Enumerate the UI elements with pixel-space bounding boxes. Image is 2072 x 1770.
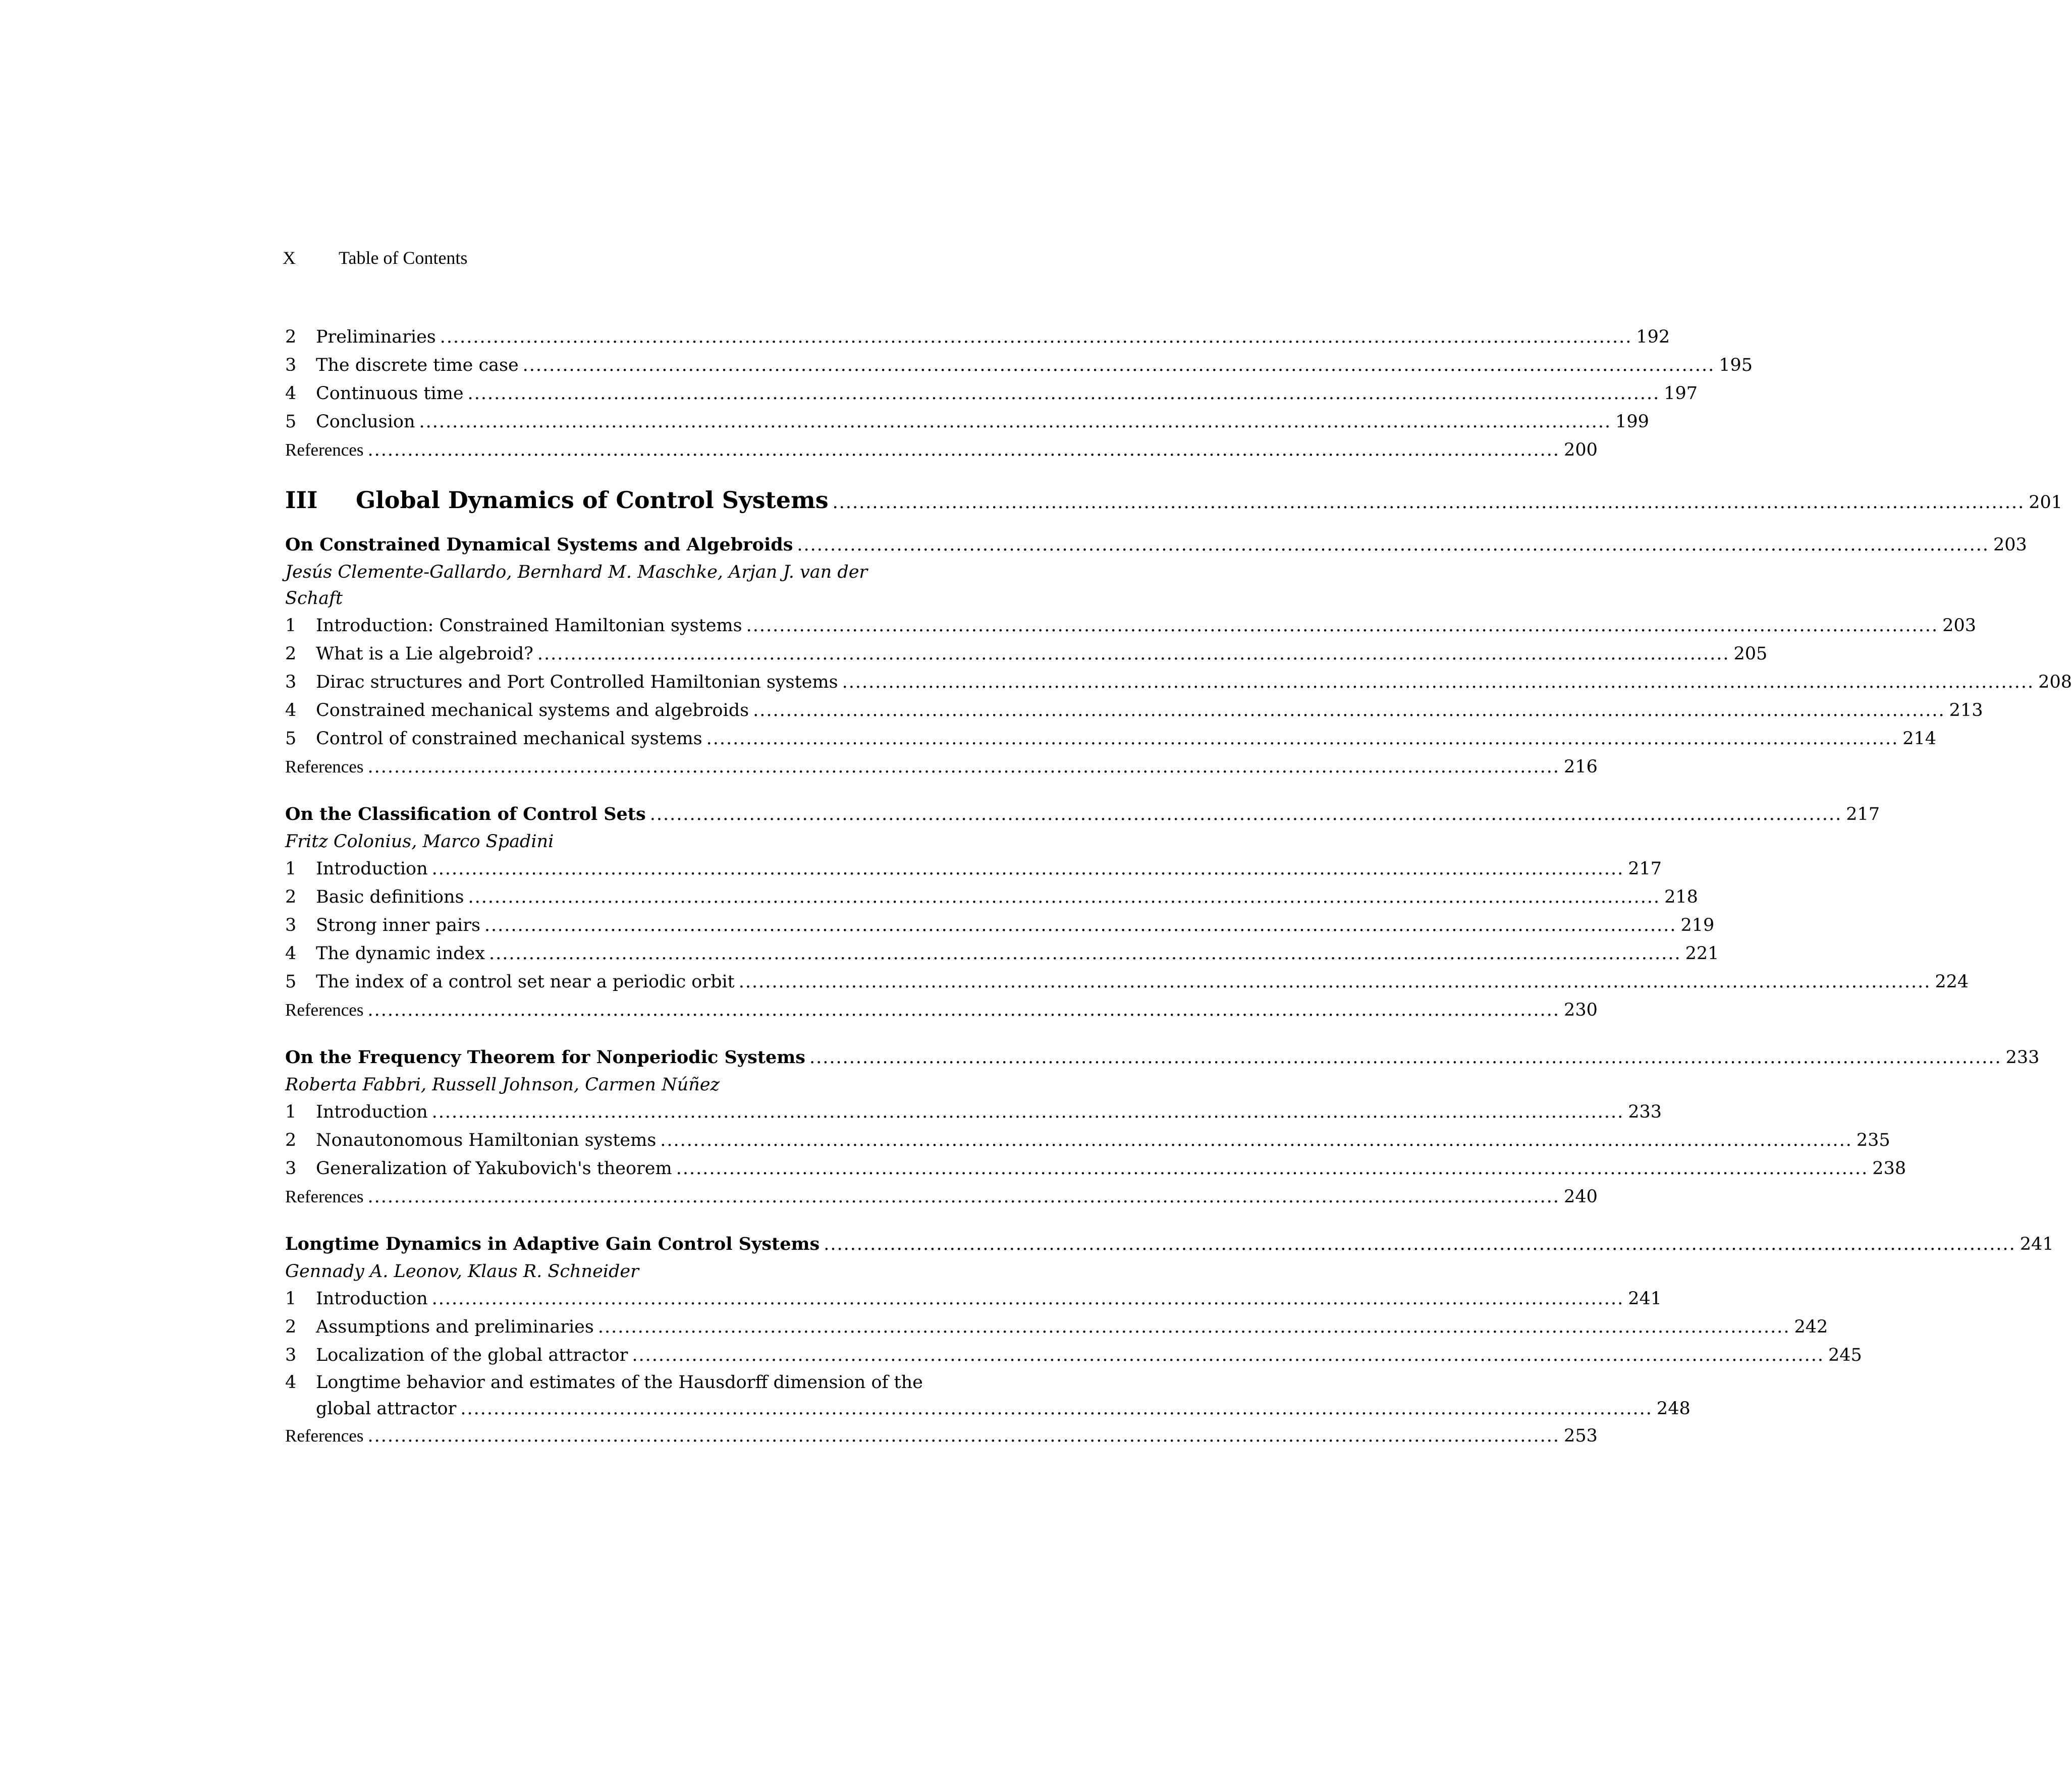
page-number: 203 — [1993, 535, 2027, 555]
dot-leader: .................................................................................................................................................................................... — [367, 1426, 1560, 1446]
chapter-entry — [285, 800, 1969, 1024]
toc-entry[interactable] — [285, 696, 1983, 725]
section-title-line1: Longtime behavior and estimates of the Hausdorff dimension of the — [316, 1372, 923, 1393]
toc-references[interactable] — [285, 436, 1598, 464]
page-number: 200 — [1564, 440, 1598, 460]
toc-entry[interactable] — [285, 351, 1753, 379]
toc-references[interactable] — [285, 996, 1598, 1024]
page-number: 195 — [1719, 355, 1753, 375]
section-number: 1 — [285, 1102, 297, 1122]
dot-leader: .................................................................................................................................................................................... — [468, 887, 1661, 907]
toc-entry[interactable] — [285, 408, 1649, 436]
section-title: Nonautonomous Hamiltonian systems — [316, 1130, 657, 1150]
dot-leader: .................................................................................................................................................................................... — [676, 1158, 1869, 1179]
section-number: 2 — [285, 644, 297, 664]
page-number: 241 — [2020, 1234, 2054, 1254]
section-number: 1 — [285, 859, 297, 879]
toc-entry[interactable] — [285, 855, 1662, 883]
section-title: Conclusion — [316, 412, 415, 432]
section-title: Introduction — [316, 1289, 428, 1309]
chapter-title-line[interactable] — [285, 800, 1880, 828]
page-number: 248 — [1656, 1399, 1691, 1419]
page-number: 253 — [1564, 1426, 1598, 1446]
section-title: Introduction — [316, 1102, 428, 1122]
toc-entry[interactable] — [285, 883, 1698, 911]
toc-entry[interactable] — [285, 725, 1937, 753]
section-number: 3 — [285, 672, 297, 692]
references-label: References — [285, 1000, 364, 1020]
toc-references[interactable] — [285, 1422, 1598, 1450]
section-number: 4 — [285, 1372, 297, 1393]
page-number: 235 — [1856, 1130, 1890, 1150]
toc-entry[interactable] — [285, 968, 1969, 996]
page-number: 199 — [1615, 412, 1649, 432]
chapter-authors: Gennady A. Leonov, Klaus R. Schneider — [285, 1261, 639, 1282]
section-number: 5 — [285, 972, 297, 992]
section-title: Assumptions and preliminaries — [316, 1317, 594, 1337]
dot-leader: .................................................................................................................................................................................... — [467, 383, 1660, 404]
dot-leader: .................................................................................................................................................................................... — [460, 1399, 1653, 1419]
dot-leader: .................................................................................................................................................................................... — [484, 915, 1677, 935]
section-number: 1 — [285, 616, 297, 636]
section-number: 3 — [285, 915, 297, 935]
dot-leader: .................................................................................................................................................................................... — [522, 355, 1715, 375]
references-label: References — [285, 757, 364, 777]
page-number: 208 — [2038, 672, 2072, 692]
toc-entry[interactable] — [285, 323, 1670, 351]
section-title: Introduction — [316, 859, 428, 879]
dot-leader: .................................................................................................................................................................................... — [797, 535, 1990, 555]
page-number: 224 — [1935, 972, 1969, 992]
section-title: The discrete time case — [316, 355, 519, 375]
page-number: 240 — [1564, 1187, 1598, 1207]
section-title: The index of a control set near a periodic orbit — [316, 972, 735, 992]
dot-leader: .................................................................................................................................................................................... — [632, 1345, 1824, 1365]
toc-entry[interactable] — [285, 379, 1698, 408]
toc-entry[interactable] — [285, 939, 1719, 968]
page-number: 238 — [1872, 1158, 1906, 1179]
chapter-entry — [285, 531, 2072, 781]
chapter-title-line[interactable] — [285, 1043, 2040, 1072]
section-title: The dynamic index — [316, 944, 485, 964]
dot-leader: .................................................................................................................................................................................... — [537, 644, 1730, 664]
section-number: 1 — [285, 1289, 297, 1309]
section-title: Generalization of Yakubovich's theorem — [316, 1158, 672, 1179]
page-number: 241 — [1628, 1289, 1662, 1309]
chapter-title: On the Classification of Control Sets — [285, 804, 646, 824]
references-label: References — [285, 440, 364, 460]
chapter-entry — [285, 1043, 2040, 1211]
section-title: Introduction: Constrained Hamiltonian systems — [316, 616, 742, 636]
page-number: 233 — [2005, 1047, 2040, 1068]
toc-entry[interactable] — [285, 1154, 1906, 1183]
section-title: Constrained mechanical systems and algebroids — [316, 700, 749, 721]
dot-leader: .................................................................................................................................................................................... — [842, 672, 2035, 692]
chapter-authors: Fritz Colonius, Marco Spadini — [285, 832, 554, 852]
dot-leader: .................................................................................................................................................................................... — [597, 1317, 1790, 1337]
chapter-title: Longtime Dynamics in Adaptive Gain Control Systems — [285, 1234, 820, 1254]
references-label: References — [285, 1426, 364, 1446]
prev-chapter-sections — [285, 323, 1753, 464]
chapter-authors: Roberta Fabbri, Russell Johnson, Carmen Núñez — [285, 1075, 720, 1095]
part-heading[interactable] — [285, 486, 2063, 514]
section-number: 3 — [285, 355, 297, 375]
section-title: Continuous time — [316, 383, 464, 404]
dot-leader: .................................................................................................................................................................................... — [706, 729, 1899, 749]
dot-leader: .................................................................................................................................................................................... — [746, 616, 1939, 636]
section-number: 4 — [285, 700, 297, 721]
section-title: Preliminaries — [316, 327, 436, 347]
dot-leader: .................................................................................................................................................................................... — [367, 757, 1560, 777]
references-label: References — [285, 1187, 364, 1206]
table-of-contents — [285, 323, 2072, 1450]
page-number: 219 — [1680, 915, 1715, 935]
section-title: Control of constrained mechanical systems — [316, 729, 702, 749]
section-title-line2: global attractor — [316, 1399, 457, 1419]
chapter-title: On Constrained Dynamical Systems and Algebroids — [285, 534, 793, 555]
page-number: 242 — [1794, 1317, 1828, 1337]
section-title: What is a Lie algebroid? — [316, 644, 533, 664]
chapter-title-line[interactable] — [285, 1230, 2054, 1258]
section-number: 2 — [285, 1130, 297, 1150]
toc-entry[interactable] — [285, 1313, 1828, 1341]
toc-entry[interactable] — [285, 1285, 1662, 1313]
page-number: 197 — [1664, 383, 1698, 404]
dot-leader: .................................................................................................................................................................................... — [738, 972, 1931, 992]
page-number: 216 — [1564, 757, 1598, 777]
section-title: Strong inner pairs — [316, 915, 480, 935]
section-number: 5 — [285, 412, 297, 432]
section-number: 2 — [285, 327, 297, 347]
toc-entry[interactable] — [285, 911, 1715, 939]
page-number: 221 — [1685, 944, 1719, 964]
section-number: 4 — [285, 944, 297, 964]
toc-entry[interactable] — [285, 1341, 1862, 1369]
page-number: 213 — [1949, 700, 1983, 721]
page-number: 230 — [1564, 1000, 1598, 1020]
section-title: Localization of the global attractor — [316, 1345, 628, 1365]
section-number: 5 — [285, 729, 297, 749]
page-number: 192 — [1636, 327, 1670, 347]
toc-entry-wrapped[interactable] — [285, 1369, 1691, 1422]
chapter-title: On the Frequency Theorem for Nonperiodic Systems — [285, 1047, 806, 1068]
toc-entry[interactable] — [285, 640, 1768, 668]
dot-leader: .................................................................................................................................................................................... — [367, 440, 1560, 460]
section-title: Basic definitions — [316, 887, 464, 907]
dot-leader: .................................................................................................................................................................................... — [660, 1130, 1852, 1150]
section-number: 2 — [285, 1317, 297, 1337]
dot-leader: .................................................................................................................................................................................... — [419, 412, 1612, 432]
page-number: 233 — [1628, 1102, 1662, 1122]
page-number: 214 — [1902, 729, 1937, 749]
dot-leader: .................................................................................................................................................................................... — [809, 1047, 2002, 1068]
section-number: 2 — [285, 887, 297, 907]
dot-leader: .................................................................................................................................................................................... — [431, 859, 1624, 879]
dot-leader: .................................................................................................................................................................................... — [440, 327, 1632, 347]
toc-entry[interactable] — [285, 612, 1976, 640]
running-header — [283, 247, 467, 268]
section-number: 3 — [285, 1158, 297, 1179]
dot-leader: .................................................................................................................................................................................... — [832, 492, 2025, 513]
page-number: 217 — [1846, 804, 1880, 824]
dot-leader: .................................................................................................................................................................................... — [649, 804, 1842, 824]
section-title-line2-row — [316, 1396, 1691, 1422]
dot-leader: .................................................................................................................................................................................... — [489, 944, 1681, 964]
running-title: Table of Contents — [339, 248, 468, 268]
page-number-roman: X — [283, 248, 296, 268]
dot-leader: .................................................................................................................................................................................... — [824, 1234, 2016, 1254]
section-number: 3 — [285, 1345, 297, 1365]
part-number: III — [285, 486, 318, 514]
page-number: 201 — [2029, 492, 2063, 513]
part-title: Global Dynamics of Control Systems — [356, 486, 829, 514]
chapter-entry — [285, 1230, 2054, 1450]
toc-references[interactable] — [285, 1183, 1598, 1211]
page-number: 203 — [1942, 616, 1976, 636]
page-number: 218 — [1664, 887, 1698, 907]
chapter-authors: Jesús Clemente-Gallardo, Bernhard M. Maschke, Arjan J. van der Schaft — [285, 562, 868, 609]
dot-leader: .................................................................................................................................................................................... — [753, 700, 1945, 721]
page-number: 217 — [1628, 859, 1662, 879]
toc-references[interactable] — [285, 753, 1598, 781]
section-title-block — [316, 1369, 1691, 1422]
section-number: 4 — [285, 383, 297, 404]
toc-entry[interactable] — [285, 1126, 1890, 1154]
dot-leader: .................................................................................................................................................................................... — [367, 1187, 1560, 1207]
page-number: 205 — [1733, 644, 1768, 664]
dot-leader: .................................................................................................................................................................................... — [431, 1102, 1624, 1122]
section-title: Dirac structures and Port Controlled Hamiltonian systems — [316, 672, 838, 692]
toc-entry[interactable] — [285, 1098, 1662, 1126]
toc-entry[interactable] — [285, 668, 2072, 696]
dot-leader: .................................................................................................................................................................................... — [367, 1000, 1560, 1020]
chapter-title-line[interactable] — [285, 531, 2027, 559]
dot-leader: .................................................................................................................................................................................... — [431, 1289, 1624, 1309]
page-number: 245 — [1828, 1345, 1862, 1365]
